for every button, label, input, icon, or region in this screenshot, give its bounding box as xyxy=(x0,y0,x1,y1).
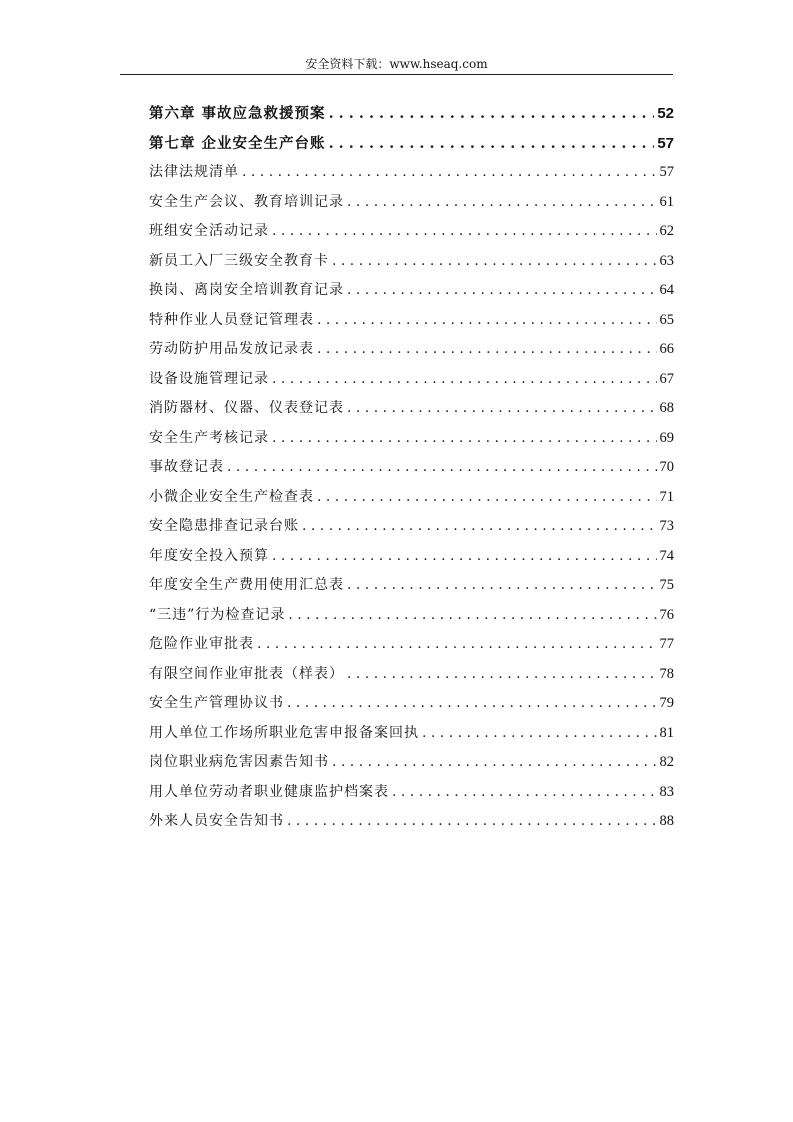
toc-dot-leader xyxy=(272,424,657,454)
toc-entry-title: 岗位职业病危害因素告知书 xyxy=(149,754,329,770)
toc-entry-page-number: 61 xyxy=(659,193,674,210)
toc-entry-page-number: 63 xyxy=(659,252,674,269)
toc-dot-leader xyxy=(317,306,657,336)
toc-entry-title: 年度安全生产费用使用汇总表 xyxy=(149,577,344,593)
toc-entry-page-number: 73 xyxy=(659,518,674,534)
toc-dot-leader xyxy=(347,276,657,306)
toc-dot-leader xyxy=(272,542,657,572)
toc-section-entry[interactable] xyxy=(149,306,674,336)
toc-entry-page-number: 70 xyxy=(659,459,674,475)
toc-dot-leader xyxy=(287,689,657,719)
toc-entry-title: 事故登记表 xyxy=(149,459,224,475)
toc-entry-page-number: 78 xyxy=(659,665,674,682)
toc-entry-page-number: 62 xyxy=(659,223,674,239)
toc-entry-title: 特种作业人员登记管理表 xyxy=(149,311,314,328)
toc-section-entry[interactable] xyxy=(149,335,674,365)
toc-entry-title: 安全隐患排查记录台账 xyxy=(149,518,299,534)
toc-dot-leader xyxy=(272,365,657,395)
toc-entry-page-number: 64 xyxy=(659,282,674,298)
toc-section-entry[interactable] xyxy=(149,748,674,778)
toc-section-entry[interactable] xyxy=(149,719,674,749)
toc-dot-leader xyxy=(227,453,657,483)
toc-dot-leader xyxy=(288,601,656,631)
toc-entry-page-number: 76 xyxy=(659,606,674,623)
toc-dot-leader xyxy=(422,719,657,749)
toc-section-entry[interactable] xyxy=(149,660,674,690)
toc-section-entry[interactable] xyxy=(149,365,674,395)
toc-dot-leader xyxy=(287,807,657,837)
toc-entry-title: 第七章 企业安全生产台账 xyxy=(149,134,326,152)
toc-entry-title: 劳动防护用品发放记录表 xyxy=(149,341,314,357)
toc-entry-title: “三违”行为检查记录 xyxy=(149,606,286,623)
toc-entry-page-number: 66 xyxy=(659,341,674,357)
toc-entry-page-number: 83 xyxy=(659,783,674,800)
toc-dot-leader xyxy=(347,188,657,218)
toc-entry-title: 有限空间作业审批表（样表） xyxy=(149,665,344,682)
toc-dot-leader xyxy=(392,778,657,808)
toc-entry-page-number: 82 xyxy=(659,754,674,770)
toc-dot-leader xyxy=(302,512,657,542)
page-header: 安全资料下载：www.hseaq.com xyxy=(305,57,488,71)
toc-section-entry[interactable] xyxy=(149,247,674,277)
toc-entry-page-number: 77 xyxy=(659,636,674,652)
toc-dot-leader xyxy=(329,129,655,159)
toc-entry-title: 用人单位工作场所职业危害申报备案回执 xyxy=(149,724,419,741)
toc-entry-page-number: 74 xyxy=(659,547,674,564)
toc-entry-title: 新员工入厂三级安全教育卡 xyxy=(149,252,329,269)
toc-entry-title: 安全生产考核记录 xyxy=(149,429,269,446)
toc-section-entry[interactable] xyxy=(149,483,674,513)
toc-section-entry[interactable] xyxy=(149,571,674,601)
toc-chapter-entry[interactable] xyxy=(149,129,674,159)
toc-entry-page-number: 57 xyxy=(657,134,674,152)
toc-section-entry[interactable] xyxy=(149,188,674,218)
toc-section-entry[interactable] xyxy=(149,807,674,837)
toc-section-entry[interactable] xyxy=(149,217,674,247)
toc-entry-page-number: 52 xyxy=(657,105,674,122)
toc-entry-title: 设备设施管理记录 xyxy=(149,370,269,387)
toc-section-entry[interactable] xyxy=(149,689,674,719)
toc-entry-page-number: 71 xyxy=(659,488,674,505)
toc-section-entry[interactable] xyxy=(149,630,674,660)
toc-entry-page-number: 88 xyxy=(659,813,674,829)
toc-entry-page-number: 65 xyxy=(659,311,674,328)
toc-dot-leader xyxy=(257,630,657,660)
toc-entry-title: 危险作业审批表 xyxy=(149,636,254,652)
toc-entry-page-number: 57 xyxy=(659,164,674,180)
toc-entry-page-number: 75 xyxy=(659,577,674,593)
toc-dot-leader xyxy=(332,247,657,277)
toc-entry-title: 安全生产会议、教育培训记录 xyxy=(149,193,344,210)
toc-entry-title: 第六章 事故应急救援预案 xyxy=(149,105,326,122)
toc-entry-title: 班组安全活动记录 xyxy=(149,223,269,239)
toc-section-entry[interactable] xyxy=(149,778,674,808)
toc-section-entry[interactable] xyxy=(149,424,674,454)
toc-entry-title: 小微企业安全生产检查表 xyxy=(149,488,314,505)
toc-dot-leader xyxy=(317,483,657,513)
toc-dot-leader xyxy=(347,660,657,690)
toc-dot-leader xyxy=(332,748,657,778)
toc-dot-leader xyxy=(317,335,657,365)
toc-section-entry[interactable] xyxy=(149,394,674,424)
toc-dot-leader xyxy=(272,217,657,247)
toc-dot-leader xyxy=(242,158,657,188)
toc-section-entry[interactable] xyxy=(149,276,674,306)
toc-entry-page-number: 79 xyxy=(659,695,674,711)
toc-section-entry[interactable] xyxy=(149,453,674,483)
toc-entry-title: 年度安全投入预算 xyxy=(149,547,269,564)
toc-entry-title: 安全生产管理协议书 xyxy=(149,695,284,711)
toc-section-entry[interactable] xyxy=(149,601,674,631)
toc-entry-page-number: 68 xyxy=(659,400,674,416)
header-divider xyxy=(120,74,673,75)
toc-entry-title: 用人单位劳动者职业健康监护档案表 xyxy=(149,783,389,800)
toc-dot-leader xyxy=(347,394,657,424)
toc-section-entry[interactable] xyxy=(149,542,674,572)
toc-section-entry[interactable] xyxy=(149,512,674,542)
toc-entry-title: 法律法规清单 xyxy=(149,164,239,180)
toc-entry-page-number: 69 xyxy=(659,429,674,446)
toc-entry-page-number: 81 xyxy=(659,724,674,741)
toc-dot-leader xyxy=(347,571,657,601)
table-of-contents xyxy=(149,99,674,837)
toc-entry-page-number: 67 xyxy=(659,370,674,387)
toc-entry-title: 换岗、离岗安全培训教育记录 xyxy=(149,282,344,298)
toc-entry-title: 消防器材、仪器、仪表登记表 xyxy=(149,400,344,416)
toc-chapter-entry[interactable] xyxy=(149,99,674,129)
toc-section-entry[interactable] xyxy=(149,158,674,188)
toc-entry-title: 外来人员安全告知书 xyxy=(149,813,284,829)
toc-dot-leader xyxy=(329,99,655,129)
